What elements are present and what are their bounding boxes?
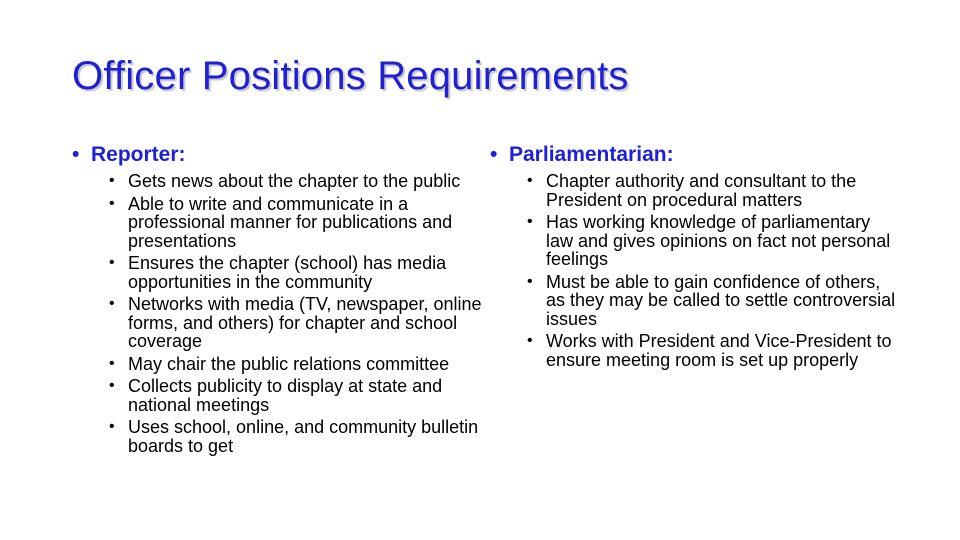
- slide-title: Officer Positions Requirements: [72, 54, 629, 98]
- item-bullet: •: [527, 272, 533, 290]
- list-item-text: Able to write and communicate in a professional manner for publications and presentations: [128, 193, 453, 251]
- list-item-text: Ensures the chapter (school) has media opportunities in the community: [128, 253, 447, 292]
- list-item-text: May chair the public relations committee: [128, 353, 450, 374]
- parliamentarian-column: [490, 142, 900, 373]
- reporter-duties-list: [72, 172, 482, 455]
- reporter-heading: [72, 142, 482, 168]
- list-item-text: Works with President and Vice-President to ensure meeting room is set up properly: [546, 331, 892, 370]
- parliamentarian-duties-list: [490, 172, 900, 369]
- list-item: [109, 355, 482, 374]
- reporter-column: [72, 142, 482, 459]
- item-bullet: •: [527, 172, 533, 189]
- list-item-text: Must be able to gain confidence of others, as they may be called to settle controversial issues: [546, 271, 896, 329]
- list-item: [527, 172, 900, 209]
- item-bullet: •: [109, 295, 115, 312]
- list-item: [527, 332, 900, 369]
- heading-bullet: •: [72, 143, 80, 166]
- list-item-text: Networks with media (TV, newspaper, online forms, and others) for chapter and school coverage: [128, 294, 482, 351]
- list-item-text: Collects publicity to display at state and national meetings: [128, 376, 443, 415]
- list-item: [527, 213, 900, 269]
- item-bullet: •: [109, 254, 115, 271]
- parliamentarian-heading: [490, 142, 900, 168]
- list-item: [527, 273, 900, 329]
- item-bullet: •: [109, 354, 115, 372]
- list-item-text: Uses school, online, and community bulletin boards to get: [128, 417, 479, 456]
- list-item: [109, 377, 482, 414]
- item-bullet: •: [109, 418, 115, 435]
- item-bullet: •: [109, 377, 115, 394]
- parliamentarian-heading-label: Parliamentarian:: [509, 143, 674, 166]
- item-bullet: •: [527, 332, 533, 349]
- item-bullet: •: [527, 213, 533, 230]
- list-item-text: Gets news about the chapter to the public: [128, 171, 461, 191]
- list-item: [109, 195, 482, 251]
- list-item-text: Chapter authority and consultant to the President on procedural matters: [546, 171, 857, 210]
- item-bullet: •: [109, 194, 115, 212]
- list-item: [109, 254, 482, 291]
- list-item: [109, 418, 482, 455]
- list-item: [109, 295, 482, 351]
- list-item-text: Has working knowledge of parliamentary law and gives opinions on fact not personal feelings: [546, 212, 891, 269]
- item-bullet: •: [109, 172, 115, 189]
- list-item: [109, 172, 482, 191]
- reporter-heading-label: Reporter:: [91, 143, 186, 166]
- heading-bullet: •: [490, 143, 498, 166]
